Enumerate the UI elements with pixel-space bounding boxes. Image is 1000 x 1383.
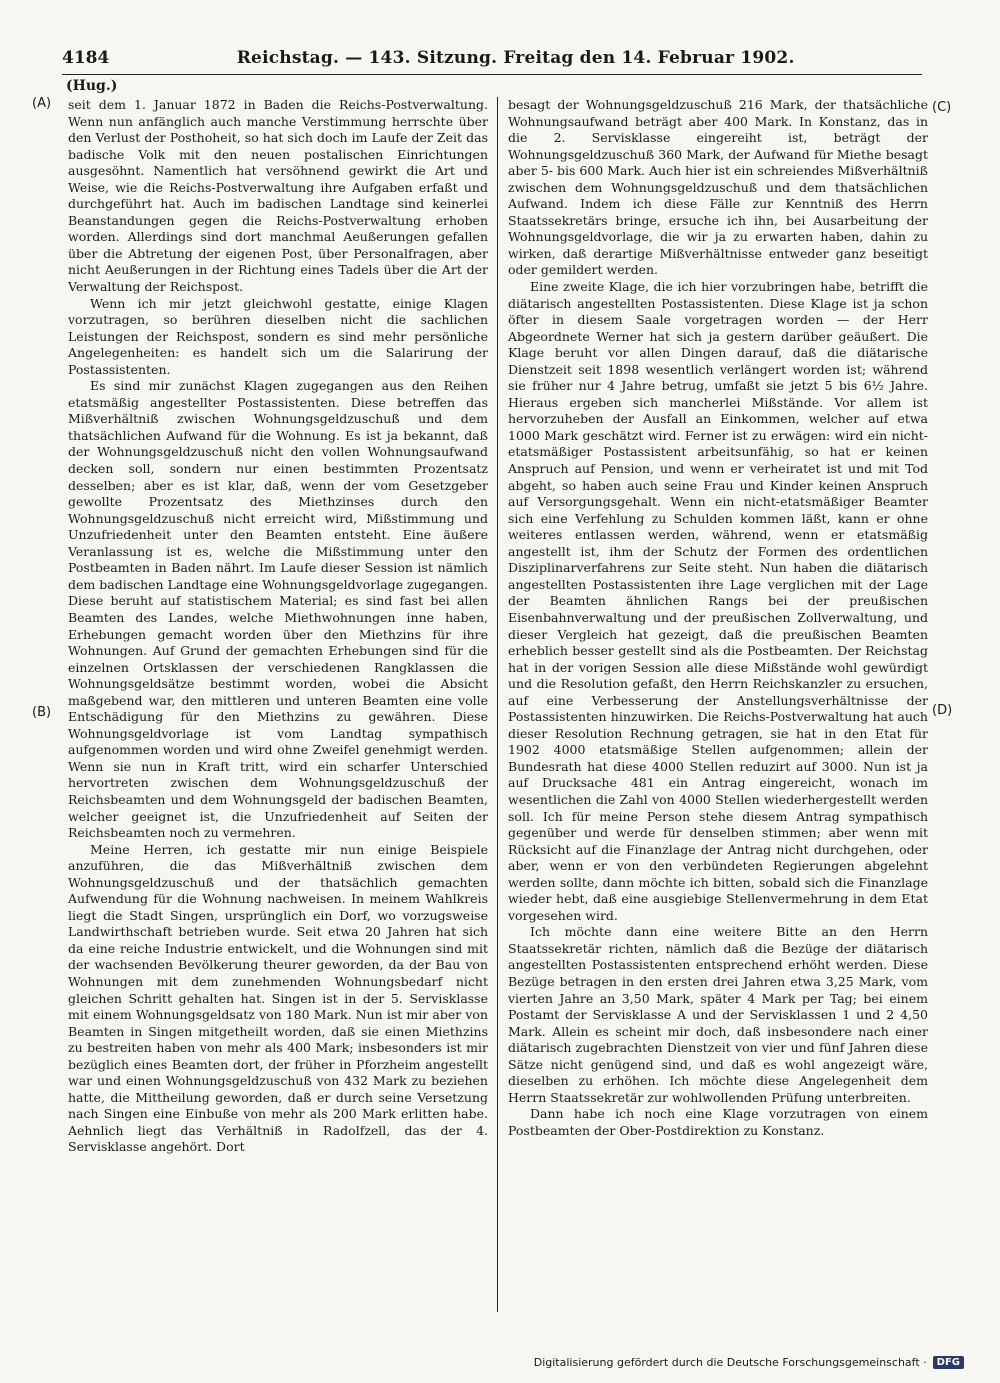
column-divider	[497, 97, 498, 1312]
paragraph: Ich möchte dann eine weitere Bitte an den Herrn Staatssekretär richten, nämlich daß die Bezüge der diätarisch angestellten Postassistenten entsprechend erhöht werden. Diese Bezüge betragen in den ersten drei Jahren etwa 3,25 Mark, vom vierten Jahre an 3,50 Mark, später 4 Mark per Tag; bei einem Postamt der Servisklasse A und der Servisklassen 1 und 2 4,50 Mark. Allein es scheint mir doch, daß insbesondere nach einer diätarisch zugebrachten Dienstzeit von vier und fünf Jahren diese Sätze nicht genügend sind, und daß es wohl angezeigt wäre, dieselben zu erhöhen. Ich möchte diese Angelegenheit dem Herrn Staatssekretär zur wohlwollenden Prüfung unterbreiten.	[508, 924, 928, 1105]
margin-marker-b: (B)	[32, 705, 52, 720]
running-title: Reichstag. — 143. Sitzung. Freitag den 14. Februar 1902.	[236, 48, 795, 68]
dfg-logo-icon: DFG	[933, 1356, 964, 1369]
paragraph: Dann habe ich noch eine Klage vorzutragen von einem Postbeamten der Ober-Postdirektion zu Konstanz.	[508, 1106, 928, 1138]
margin-marker-d: (D)	[932, 703, 953, 718]
right-column	[508, 97, 928, 1309]
paragraph: Meine Herren, ich gestatte mir nun einige Beispiele anzuführen, die das Mißverhältniß zwischen dem Wohnungsgeldzuschuß und der thatsächlich gemachten Aufwendung für die Wohnung nachweisen. In meinem Wahlkreis liegt die Stadt Singen, ursprünglich ein Dorf, wo vorzugsweise Landwirthschaft betrieben wurde. Seit etwa 20 Jahren hat sich da eine reiche Industrie entwickelt, und die Wohnungen sind mit der wachsenden Bevölkerung theurer geworden, da der Bau von Wohnungen mit dem zunehmenden Wohnungsbedarf nicht gleichen Schritt gehalten hat. Singen ist in der 5. Servisklasse mit einem Wohnungsgeldsatz von 180 Mark. Nun ist mir aber von Beamten in Singen mitgetheilt worden, daß sie einen Miethzins zu bestreiten haben von mehr als 400 Mark; insbesonders ist mir bezüglich eines Beamten dort, der früher in Pforzheim angestellt war und einen Wohnungsgeldzuschuß von 432 Mark zu beziehen hatte, die Mittheilung geworden, daß er durch seine Versetzung nach Singen eine Einbuße von mehr als 200 Mark erlitten habe. Aehnlich liegt das Verhältniß in Radolfzell, das der 4. Servisklasse angehört. Dort	[68, 841, 488, 1155]
digitization-footer	[534, 1356, 964, 1369]
margin-marker-a: (A)	[32, 96, 52, 111]
header-rule	[62, 74, 922, 75]
page-number: 4184	[62, 48, 110, 68]
paragraph: Eine zweite Klage, die ich hier vorzubringen habe, betrifft die diätarisch angestellten Postassistenten. Diese Klage ist ja schon öfter in diesem Saale vorgetragen worden — der Herr Abgeordnete Werner hat sich ja gestern darüber geäußert. Die Klage beruht vor allen Dingen darauf, daß die diätarische Dienstzeit seit 1898 wesentlich verlängert worden ist; während sie früher nur 4 Jahre betrug, umfaßt sie jetzt 5 bis 6½ Jahre. Hieraus ergeben sich mancherlei Mißstände. Vor allem ist hervorzuheben der Ausfall an Einkommen, welcher auf etwa 1000 Mark geschätzt wird. Ferner ist zu erwägen: wird ein nicht-etatsmäßiger Postassistent arbeitsunfähig, so hat er keinen Anspruch auf Pension, und wenn er verheiratet ist und mit Tod abgeht, so haben auch seine Frau und Kinder keinen Anspruch auf Versorgungsgehalt. Wenn ein nicht-etatsmäßiger Beamter sich eine Verfehlung zu Schulden kommen läßt, kann er ohne weiteres entlassen werden, während, wenn er etatsmäßig angestellt ist, ihm der Schutz der Formen des ordentlichen Disziplinarverfahrens zur Seite steht. Nun haben die diätarisch angestellten Postassistenten ihre Lage verglichen mit der Lage der Beamten ähnlichen Rangs bei der preußischen Eisenbahnverwaltung und der preußischen Zollverwaltung, und dieser Vergleich hat gezeigt, daß die preußischen Beamten erheblich besser gestellt sind als die Postbeamten. Der Reichstag hat in der vorigen Session alle diese Mißstände wohl gewürdigt und die Resolution gefaßt, den Herrn Reichskanzler zu ersuchen, auf eine Verbesserung der Anstellungsverhältnisse der Postassistenten hinzuwirken. Die Reichs-Postverwaltung hat auch dieser Resolution Rechnung getragen, sie hat in den Etat für 1902 4000 etatsmäßige Stellen aufgenommen; allein der Bundesrath hat diese 4000 Stellen reduzirt auf 3000. Nun ist ja auf Drucksache 481 ein Antrag eingereicht, wonach im wesentlichen die Zahl von 4000 Stellen wiederhergestellt werden soll. Ich für meine Person stehe diesem Antrag sympathisch gegenüber und werde für denselben stimmen; aber wenn mit Rücksicht auf die Finanzlage der Antrag nicht durchgehen, oder aber, wenn er von den verbündeten Regierungen abgelehnt werden sollte, dann möchte ich bitten, sobald sich die Finanzlage wieder hebt, daß eine ausgiebige Stellenvermehrung in dem Etat vorgesehen wird.	[508, 279, 928, 923]
footer-text: Digitalisierung gefördert durch die Deutsche Forschungsgemeinschaft ·	[533, 1356, 927, 1369]
margin-marker-c: (C)	[932, 100, 952, 115]
left-column	[68, 97, 488, 1309]
page-header	[62, 48, 922, 70]
paragraph: besagt der Wohnungsgeldzuschuß 216 Mark, der thatsächliche Wohnungsaufwand beträgt aber 400 Mark. In Konstanz, das in die 2. Servisklasse eingereiht ist, beträgt der Wohnungsgeldzuschuß 360 Mark, der Aufwand für Miethe besagt aber 5- bis 600 Mark. Auch hier ist ein schreiendes Mißverhältniß zwischen dem Wohnungsgeldzuschuß und dem thatsächlichen Aufwand. Indem ich diese Fälle zur Kenntniß des Herrn Staatssekretärs bringe, ersuche ich ihn, bei Ausarbeitung der Wohnungsgeldvorlage, die wir ja zu erwarten haben, dahin zu wirken, daß derartige Mißverhältnisse entweder ganz beseitigt oder gemildert werden.	[508, 97, 928, 278]
paragraph: Es sind mir zunächst Klagen zugegangen aus den Reihen etatsmäßig angestellter Postassistenten. Diese betreffen das Mißverhältniß zwischen Wohnungsgeldzuschuß und dem thatsächlichen Aufwand für die Wohnung. Es ist ja bekannt, daß der Wohnungsgeldzuschuß nicht den vollen Wohnungsaufwand decken soll, sondern nur einen bestimmten Prozentsatz desselben; aber es ist klar, daß, wenn der vom Gesetzgeber gewollte Prozentsatz des Miethzinses durch den Wohnungsgeldzuschuß nicht erreicht wird, Mißstimmung und Unzufriedenheit unter den Beamten entsteht. Eine äußere Veranlassung ist es, welche die Mißstimmung unter den Postbeamten in Baden nährt. Im Laufe dieser Session ist nämlich dem badischen Landtage eine Wohnungsgeldvorlage zugegangen. Diese beruht auf statistischem Material; es sind fast bei allen Beamten des Landes, welche Miethwohnungen inne haben, Erhebungen gemacht worden über den Miethzins für ihre Wohnungen. Auf Grund der gemachten Erhebungen sind für die einzelnen Ortsklassen der verschiedenen Rangklassen die Wohnungsgeldsätze bestimmt worden, wobei die Absicht maßgebend war, den mittleren und unteren Beamten eine volle Entschädigung für den Miethzins zu gewähren. Diese Wohnungsgeldvorlage ist vom Landtag sympathisch aufgenommen worden und wird ohne Zweifel genehmigt werden. Wenn sie nun in Kraft tritt, wird ein scharfer Unterschied hervortreten zwischen dem Wohnungsgeldzuschuß der Reichsbeamten und dem Wohnungsgeld der badischen Beamten, welcher geeignet ist, die Unzufriedenheit auf Seiten der Reichsbeamten noch zu vermehren.	[68, 378, 488, 841]
speaker-name: (Hug.)	[66, 78, 118, 94]
paragraph: Wenn ich mir jetzt gleichwohl gestatte, einige Klagen vorzutragen, so berühren dieselben nicht die sachlichen Leistungen der Reichspost, sondern es sind mehr persönliche Angelegenheiten: es handelt sich um die Salarirung der Postassistenten.	[68, 295, 488, 377]
paragraph: seit dem 1. Januar 1872 in Baden die Reichs-Postverwaltung. Wenn nun anfänglich auch manche Verstimmung herrschte über den Verlust der Posthoheit, so hat sich doch im Laufe der Zeit das badische Volk mit den neuen postalischen Einrichtungen ausgesöhnt. Namentlich hat versöhnend gewirkt die Art und Weise, wie die Reichs-Postverwaltung ihre Aufgaben erfaßt und durchgeführt hat. Auch im badischen Landtage sind keinerlei Beanstandungen gegen die Reichs-Postverwaltung erhoben worden. Allerdings sind dort manchmal Aeußerungen gefallen über die Abtretung der eigenen Post, über Personalfragen, aber nicht Aeußerungen in der Richtung eines Tadels über die Art der Verwaltung der Reichspost.	[68, 97, 488, 295]
